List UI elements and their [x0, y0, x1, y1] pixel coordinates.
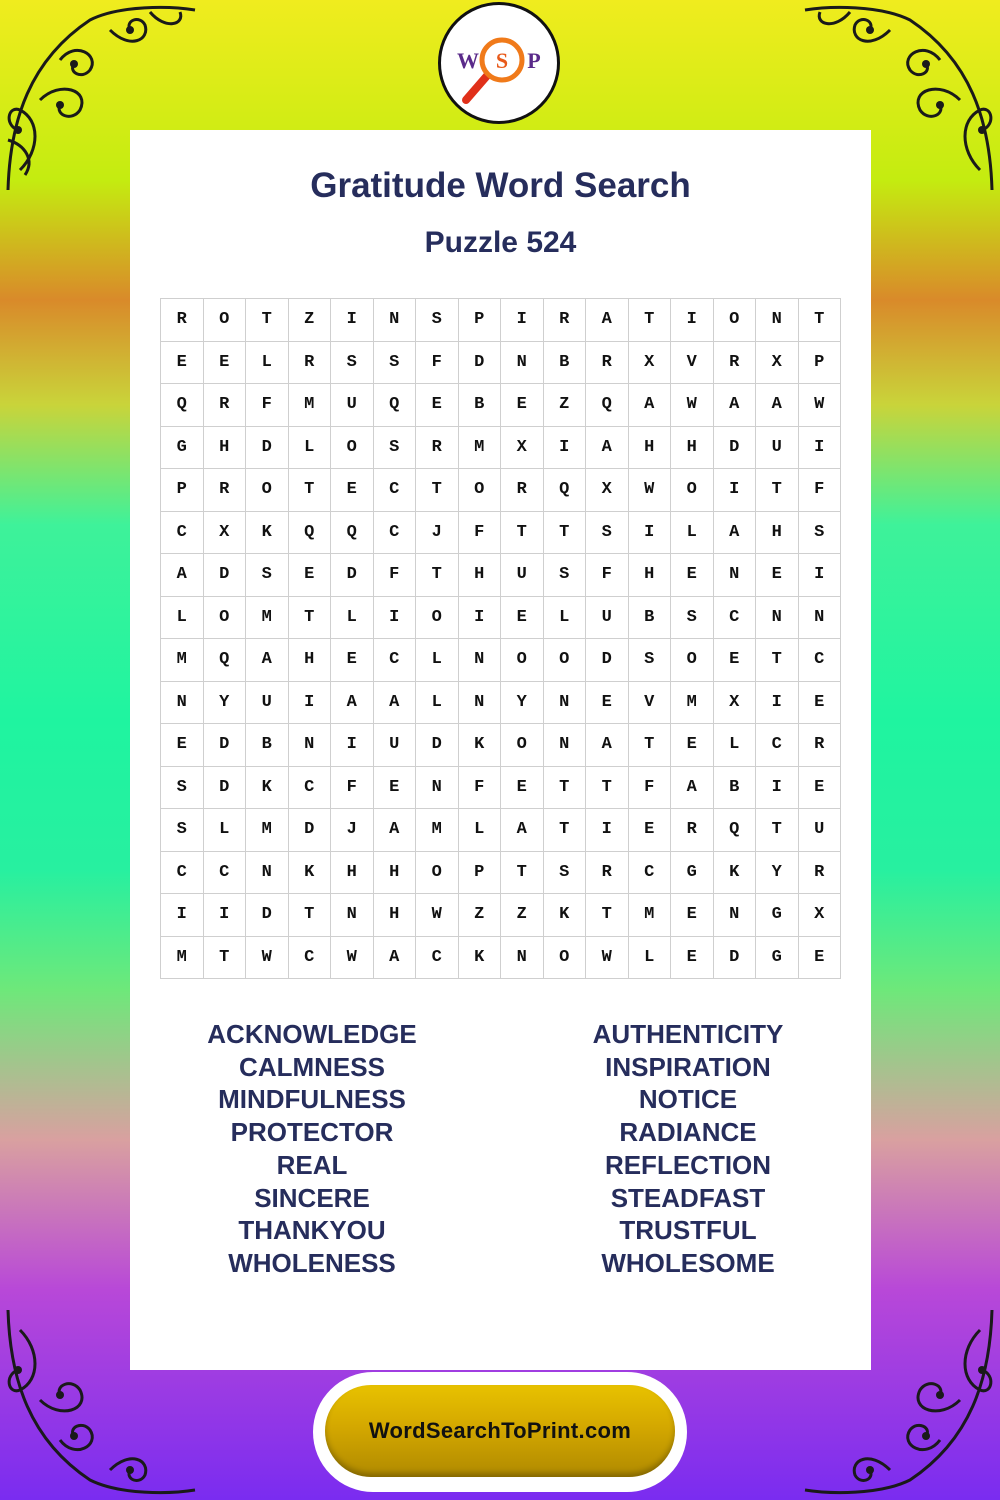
grid-cell[interactable]: C [714, 597, 757, 640]
grid-cell[interactable]: M [416, 809, 459, 852]
grid-cell[interactable]: W [416, 894, 459, 937]
grid-cell[interactable]: M [246, 809, 289, 852]
grid-cell[interactable]: T [246, 299, 289, 342]
grid-cell[interactable]: U [799, 809, 842, 852]
grid-cell[interactable]: E [204, 342, 247, 385]
grid-cell[interactable]: O [204, 597, 247, 640]
grid-cell[interactable]: C [629, 852, 672, 895]
grid-cell[interactable]: N [714, 894, 757, 937]
grid-cell[interactable]: A [586, 724, 629, 767]
word-item: TRUSTFUL [619, 1215, 757, 1246]
grid-cell[interactable]: V [671, 342, 714, 385]
grid-cell[interactable]: E [501, 597, 544, 640]
grid-cell[interactable]: C [204, 852, 247, 895]
grid-cell[interactable]: K [459, 937, 502, 980]
word-item: STEADFAST [610, 1182, 766, 1213]
grid-cell[interactable]: E [799, 767, 842, 810]
grid-cell[interactable]: W [331, 937, 374, 980]
grid-cell[interactable]: N [459, 682, 502, 725]
grid-cell[interactable]: F [459, 767, 502, 810]
grid-cell[interactable]: D [204, 767, 247, 810]
grid-cell[interactable]: O [501, 724, 544, 767]
grid-cell[interactable]: D [459, 342, 502, 385]
grid-cell[interactable]: S [629, 639, 672, 682]
word-list-right [508, 1018, 868, 1280]
grid-cell[interactable]: E [799, 682, 842, 725]
grid-cell[interactable]: A [161, 554, 204, 597]
grid-cell[interactable]: T [289, 597, 332, 640]
grid-cell[interactable]: O [671, 639, 714, 682]
grid-cell[interactable]: K [246, 512, 289, 555]
grid-cell[interactable]: R [714, 342, 757, 385]
grid-cell[interactable]: I [799, 427, 842, 470]
grid-cell[interactable]: F [331, 767, 374, 810]
logo-letter-s: S [495, 48, 509, 73]
grid-cell[interactable]: H [374, 894, 417, 937]
grid-cell[interactable]: D [289, 809, 332, 852]
grid-cell[interactable]: I [459, 597, 502, 640]
grid-cell[interactable]: S [374, 342, 417, 385]
grid-cell[interactable]: B [544, 342, 587, 385]
grid-cell[interactable]: S [416, 299, 459, 342]
grid-cell[interactable]: E [501, 384, 544, 427]
grid-cell[interactable]: L [671, 512, 714, 555]
grid-cell[interactable]: Y [204, 682, 247, 725]
grid-cell[interactable]: O [671, 469, 714, 512]
word-item: INSPIRATION [605, 1051, 771, 1082]
word-item: RADIANCE [619, 1117, 757, 1148]
grid-cell[interactable]: E [374, 767, 417, 810]
grid-cell[interactable]: L [331, 597, 374, 640]
grid-cell[interactable]: M [629, 894, 672, 937]
grid-cell[interactable]: E [331, 469, 374, 512]
grid-cell[interactable]: K [544, 894, 587, 937]
grid-cell[interactable]: W [586, 937, 629, 980]
grid-cell[interactable]: R [501, 469, 544, 512]
grid-cell[interactable]: T [501, 512, 544, 555]
grid-cell[interactable]: H [756, 512, 799, 555]
grid-cell[interactable]: L [714, 724, 757, 767]
grid-cell[interactable]: X [501, 427, 544, 470]
grid-cell[interactable]: D [586, 639, 629, 682]
grid-cell[interactable]: C [416, 937, 459, 980]
grid-cell[interactable]: X [586, 469, 629, 512]
grid-cell[interactable]: S [671, 597, 714, 640]
grid-cell[interactable]: E [671, 554, 714, 597]
grid-cell[interactable]: A [374, 809, 417, 852]
grid-cell[interactable]: N [544, 724, 587, 767]
grid-cell[interactable]: R [799, 724, 842, 767]
grid-cell[interactable]: R [586, 342, 629, 385]
grid-cell[interactable]: E [501, 767, 544, 810]
grid-cell[interactable]: N [501, 342, 544, 385]
word-list-left [132, 1018, 492, 1280]
grid-cell[interactable]: I [756, 767, 799, 810]
grid-cell[interactable]: A [756, 384, 799, 427]
grid-cell[interactable]: H [204, 427, 247, 470]
grid-cell[interactable]: X [204, 512, 247, 555]
page-title: Gratitude Word Search [310, 166, 691, 205]
grid-cell[interactable]: U [501, 554, 544, 597]
grid-cell[interactable]: Z [459, 894, 502, 937]
grid-cell[interactable]: I [289, 682, 332, 725]
grid-cell[interactable]: F [374, 554, 417, 597]
grid-cell[interactable]: H [629, 427, 672, 470]
grid-cell[interactable]: R [204, 384, 247, 427]
grid-cell[interactable]: P [161, 469, 204, 512]
grid-cell[interactable]: J [331, 809, 374, 852]
grid-cell[interactable]: F [459, 512, 502, 555]
grid-cell[interactable]: O [416, 597, 459, 640]
word-item: SINCERE [254, 1182, 370, 1213]
grid-cell[interactable]: R [289, 342, 332, 385]
grid-cell[interactable]: L [416, 682, 459, 725]
grid-cell[interactable]: I [799, 554, 842, 597]
grid-cell[interactable]: I [331, 724, 374, 767]
grid-cell[interactable]: E [671, 894, 714, 937]
grid-cell[interactable]: A [246, 639, 289, 682]
grid-cell[interactable]: Z [544, 384, 587, 427]
grid-cell[interactable]: M [161, 639, 204, 682]
grid-cell[interactable]: H [289, 639, 332, 682]
grid-cell[interactable]: O [459, 469, 502, 512]
grid-cell[interactable]: C [289, 937, 332, 980]
grid-cell[interactable]: Q [374, 384, 417, 427]
grid-cell[interactable]: O [331, 427, 374, 470]
grid-cell[interactable]: C [374, 639, 417, 682]
grid-cell[interactable]: T [629, 299, 672, 342]
grid-cell[interactable]: N [289, 724, 332, 767]
grid-cell[interactable]: N [374, 299, 417, 342]
grid-cell[interactable]: W [799, 384, 842, 427]
grid-cell[interactable]: S [586, 512, 629, 555]
grid-cell[interactable]: I [714, 469, 757, 512]
grid-cell[interactable]: S [161, 809, 204, 852]
grid-cell[interactable]: N [544, 682, 587, 725]
grid-cell[interactable]: G [671, 852, 714, 895]
grid-cell[interactable]: R [544, 299, 587, 342]
grid-cell[interactable]: I [629, 512, 672, 555]
grid-cell[interactable]: A [714, 512, 757, 555]
grid-cell[interactable]: O [714, 299, 757, 342]
grid-cell[interactable]: P [459, 852, 502, 895]
grid-cell[interactable]: E [586, 682, 629, 725]
grid-cell[interactable]: L [246, 342, 289, 385]
grid-cell[interactable]: R [161, 299, 204, 342]
grid-cell[interactable]: G [161, 427, 204, 470]
grid-cell[interactable]: N [714, 554, 757, 597]
grid-cell[interactable]: M [246, 597, 289, 640]
grid-cell[interactable]: E [289, 554, 332, 597]
grid-cell[interactable]: A [586, 427, 629, 470]
grid-cell[interactable]: O [501, 639, 544, 682]
grid-cell[interactable]: S [331, 342, 374, 385]
grid-cell[interactable]: D [204, 724, 247, 767]
grid-cell[interactable]: N [501, 937, 544, 980]
magnifier-logo-icon [444, 8, 554, 118]
grid-cell[interactable]: A [374, 937, 417, 980]
grid-cell[interactable]: E [714, 639, 757, 682]
grid-cell[interactable]: X [799, 894, 842, 937]
grid-cell[interactable]: I [374, 597, 417, 640]
grid-cell[interactable]: O [544, 937, 587, 980]
grid-cell[interactable]: N [416, 767, 459, 810]
grid-cell[interactable]: Q [204, 639, 247, 682]
grid-cell[interactable]: S [544, 852, 587, 895]
grid-cell[interactable]: R [671, 809, 714, 852]
puzzle-number: Puzzle 524 [424, 226, 577, 259]
grid-cell[interactable]: M [161, 937, 204, 980]
grid-cell[interactable]: I [331, 299, 374, 342]
grid-cell[interactable]: G [756, 937, 799, 980]
grid-cell[interactable]: E [671, 937, 714, 980]
grid-cell[interactable]: K [289, 852, 332, 895]
word-item: NOTICE [638, 1084, 738, 1115]
grid-cell[interactable]: C [374, 512, 417, 555]
grid-cell[interactable]: A [629, 384, 672, 427]
grid-cell[interactable]: N [246, 852, 289, 895]
grid-cell[interactable]: D [204, 554, 247, 597]
grid-cell[interactable]: T [204, 937, 247, 980]
grid-cell[interactable]: E [161, 724, 204, 767]
grid-cell[interactable]: M [671, 682, 714, 725]
grid-cell[interactable]: X [714, 682, 757, 725]
grid-cell[interactable]: L [459, 809, 502, 852]
grid-cell[interactable]: A [374, 682, 417, 725]
grid-cell[interactable]: B [629, 597, 672, 640]
grid-cell[interactable]: U [246, 682, 289, 725]
grid-cell[interactable]: A [714, 384, 757, 427]
grid-cell[interactable]: N [331, 894, 374, 937]
grid-cell[interactable]: D [246, 427, 289, 470]
grid-cell[interactable]: Q [331, 512, 374, 555]
grid-cell[interactable]: E [161, 342, 204, 385]
grid-cell[interactable]: N [756, 597, 799, 640]
grid-cell[interactable]: B [246, 724, 289, 767]
grid-cell[interactable]: W [246, 937, 289, 980]
word-item: REAL [276, 1149, 348, 1180]
grid-cell[interactable]: R [416, 427, 459, 470]
grid-cell[interactable]: N [799, 597, 842, 640]
grid-cell[interactable]: Q [586, 384, 629, 427]
grid-cell[interactable]: N [459, 639, 502, 682]
wsp-logo[interactable] [438, 2, 560, 124]
grid-cell[interactable]: C [289, 767, 332, 810]
grid-cell[interactable]: D [331, 554, 374, 597]
grid-cell[interactable]: M [289, 384, 332, 427]
grid-cell[interactable]: L [629, 937, 672, 980]
word-item: MINDFULNESS [218, 1084, 406, 1115]
grid-cell[interactable]: T [544, 512, 587, 555]
grid-cell[interactable]: G [756, 894, 799, 937]
grid-cell[interactable]: X [756, 342, 799, 385]
grid-cell[interactable]: S [374, 427, 417, 470]
puzzle-card [130, 130, 871, 1370]
grid-cell[interactable]: H [374, 852, 417, 895]
grid-cell[interactable]: C [161, 852, 204, 895]
grid-cell[interactable]: T [799, 299, 842, 342]
grid-cell[interactable]: T [544, 809, 587, 852]
grid-cell[interactable]: L [544, 597, 587, 640]
grid-cell[interactable]: Q [714, 809, 757, 852]
grid-cell[interactable]: K [246, 767, 289, 810]
grid-cell[interactable]: T [544, 767, 587, 810]
grid-cell[interactable]: F [246, 384, 289, 427]
grid-cell[interactable]: T [756, 809, 799, 852]
grid-cell[interactable]: H [459, 554, 502, 597]
grid-cell[interactable]: B [459, 384, 502, 427]
grid-cell[interactable]: K [714, 852, 757, 895]
grid-cell[interactable]: C [756, 724, 799, 767]
grid-cell[interactable]: R [204, 469, 247, 512]
word-item: AUTHENTICITY [592, 1019, 784, 1049]
grid-cell[interactable]: Q [161, 384, 204, 427]
grid-cell[interactable]: K [459, 724, 502, 767]
grid-cell[interactable]: O [544, 639, 587, 682]
grid-cell[interactable]: Q [544, 469, 587, 512]
grid-cell[interactable]: Z [289, 299, 332, 342]
grid-cell[interactable]: T [629, 724, 672, 767]
grid-cell[interactable]: S [246, 554, 289, 597]
grid-cell[interactable]: U [756, 427, 799, 470]
grid-cell[interactable]: F [416, 342, 459, 385]
word-item: PROTECTOR [230, 1117, 394, 1148]
grid-cell[interactable]: U [586, 597, 629, 640]
grid-cell[interactable]: D [246, 894, 289, 937]
grid-cell[interactable]: B [714, 767, 757, 810]
grid-cell[interactable]: F [629, 767, 672, 810]
grid-cell[interactable]: A [586, 299, 629, 342]
grid-cell[interactable]: S [161, 767, 204, 810]
grid-cell[interactable]: A [331, 682, 374, 725]
grid-cell[interactable]: I [671, 299, 714, 342]
grid-cell[interactable]: H [331, 852, 374, 895]
grid-cell[interactable]: E [756, 554, 799, 597]
grid-cell[interactable]: F [799, 469, 842, 512]
grid-cell[interactable]: I [756, 682, 799, 725]
grid-cell[interactable]: Y [756, 852, 799, 895]
word-item: THANKYOU [238, 1215, 386, 1246]
grid-cell[interactable]: H [671, 427, 714, 470]
grid-cell[interactable]: T [289, 469, 332, 512]
grid-cell[interactable]: T [289, 894, 332, 937]
grid-cell[interactable]: L [289, 427, 332, 470]
grid-cell[interactable]: Q [289, 512, 332, 555]
grid-cell[interactable]: Y [501, 682, 544, 725]
grid-cell[interactable]: W [671, 384, 714, 427]
grid-cell[interactable]: E [799, 937, 842, 980]
letter-grid[interactable] [160, 298, 841, 979]
grid-cell[interactable]: A [671, 767, 714, 810]
grid-cell[interactable]: O [204, 299, 247, 342]
footer-banner[interactable] [325, 1385, 675, 1477]
grid-cell[interactable]: A [501, 809, 544, 852]
grid-cell[interactable]: S [544, 554, 587, 597]
word-item: REFLECTION [604, 1149, 772, 1180]
grid-cell[interactable]: T [586, 767, 629, 810]
grid-cell[interactable]: F [586, 554, 629, 597]
grid-cell[interactable]: E [629, 809, 672, 852]
grid-cell[interactable]: D [714, 937, 757, 980]
grid-cell[interactable]: D [416, 724, 459, 767]
grid-cell[interactable]: I [586, 809, 629, 852]
grid-cell[interactable]: H [629, 554, 672, 597]
grid-cell[interactable]: R [586, 852, 629, 895]
footer-site-link[interactable]: WordSearchToPrint.com [368, 1418, 632, 1443]
grid-cell[interactable]: N [161, 682, 204, 725]
grid-cell[interactable]: R [799, 852, 842, 895]
grid-cell[interactable]: I [544, 427, 587, 470]
grid-cell[interactable]: E [331, 639, 374, 682]
grid-cell[interactable]: D [714, 427, 757, 470]
logo-letter-w: W [457, 48, 479, 73]
grid-cell[interactable]: T [756, 639, 799, 682]
grid-cell[interactable]: P [799, 342, 842, 385]
grid-cell[interactable]: I [501, 299, 544, 342]
grid-cell[interactable]: C [161, 512, 204, 555]
grid-cell[interactable]: T [416, 554, 459, 597]
grid-cell[interactable]: V [629, 682, 672, 725]
grid-cell[interactable]: T [756, 469, 799, 512]
word-item: WHOLESOME [601, 1247, 775, 1278]
grid-cell[interactable]: M [459, 427, 502, 470]
grid-cell[interactable]: Z [501, 894, 544, 937]
grid-cell[interactable]: I [204, 894, 247, 937]
grid-cell[interactable]: E [671, 724, 714, 767]
grid-cell[interactable]: C [799, 639, 842, 682]
grid-cell[interactable]: W [629, 469, 672, 512]
grid-cell[interactable]: J [416, 512, 459, 555]
grid-cell[interactable]: E [416, 384, 459, 427]
grid-cell[interactable]: I [161, 894, 204, 937]
word-item: WHOLENESS [228, 1247, 396, 1278]
grid-cell[interactable]: O [416, 852, 459, 895]
grid-cell[interactable]: T [586, 894, 629, 937]
grid-cell[interactable]: L [416, 639, 459, 682]
grid-cell[interactable]: X [629, 342, 672, 385]
logo-letter-p: P [527, 48, 541, 73]
grid-cell[interactable]: T [501, 852, 544, 895]
grid-cell[interactable]: C [374, 469, 417, 512]
grid-cell[interactable]: T [416, 469, 459, 512]
grid-cell[interactable]: P [459, 299, 502, 342]
grid-cell[interactable]: U [331, 384, 374, 427]
word-item: CALMNESS [239, 1051, 385, 1082]
grid-cell[interactable]: L [204, 809, 247, 852]
grid-cell[interactable]: L [161, 597, 204, 640]
word-item: ACKNOWLEDGE [207, 1019, 417, 1049]
grid-cell[interactable]: O [246, 469, 289, 512]
grid-cell[interactable]: S [799, 512, 842, 555]
grid-cell[interactable]: N [756, 299, 799, 342]
grid-cell[interactable]: U [374, 724, 417, 767]
